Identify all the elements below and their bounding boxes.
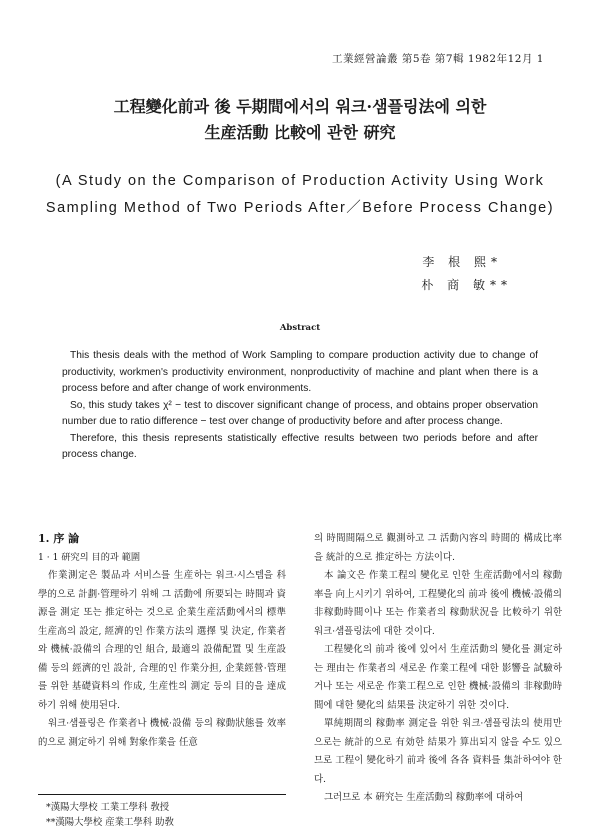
body-column-left (38, 530, 286, 752)
section-heading: 1. 序 論 (38, 532, 80, 545)
body-paragraph: 의 時間間隔으로 觀測하고 그 活動內容의 時間的 構成比率을 統計的으로 推定하는 方法이다. (314, 533, 562, 563)
body-paragraph: 本 論文은 作業工程의 變化로 인한 生産活動에서의 稼動率을 向上시키기 위하여, 工程變化의 前과 後에 機械·設備의 非稼動時間이나 또는 作業者의 稼動狀況을 比較하기 위한 워크·샘플링法에 대한 것이다. (314, 570, 562, 637)
title-english-line2: Sampling Method of Two Periods After／Before Process Change) (45, 200, 555, 216)
body-paragraph: 워크·샘플링은 作業者나 機械·設備 등의 稼動狀態를 效率的으로 測定하기 위해 對象作業을 任意 (38, 718, 286, 748)
abstract-heading: Abstract (279, 323, 321, 333)
running-head: 工業經營論叢 第5卷 第7輯 1982年12月 1 (332, 53, 544, 65)
footnotes (38, 794, 286, 830)
body-paragraph: 作業測定은 製品과 서비스를 生産하는 워크·시스템을 科學的으로 計劃·管理하기 위해 그 活動에 所要되는 時間과 資源을 測定 또는 推定하는 것으로 企業生産活動에서의 標準生産高의 設定, 經濟的인 作業方法의 選擇 및 決定, 作業者와 機械·設備의 合理的인 組合, 最適의 設備配置 및 生産設備 등의 經濟的인 設計, 合理的인 作業分担, 企業經營·管理를 위한 基礎資料의 作成, 生産性의 測定 등의 目的을 達成하기 위해 使用된다. (38, 570, 286, 711)
body-column-right (314, 530, 562, 808)
body-paragraph: 工程變化의 前과 後에 있어서 生産活動의 變化를 測定하는 理由는 作業者의 새로운 作業工程에 대한 影響을 試驗하거나 또는 새로운 作業工程으로 인한 機械·設備의 非稼動時間에 대한 變化의 結果를 決定하기 위한 것이다. (314, 644, 562, 711)
title-korean-line2: 生産活動 比較에 관한 硏究 (204, 123, 396, 142)
body-paragraph: 單純期間의 稼動率 測定을 위한 워크·샘플링法의 使用만으로는 統計的으로 有効한 結果가 算出되지 않을 수도 있으므로 工程이 變化하기 前과 後에 各各 資料를 集計하여야 한다. (314, 718, 562, 785)
abstract-paragraph: Therefore, this thesis represents statistically effective results between two periods before and after process change. (62, 432, 538, 460)
abstract-paragraph: So, this study takes χ² − test to discover significant change of process, and obtains proper observation number due to ratio difference − test over change of productivity before and after process change. (62, 399, 538, 427)
title-korean-line1: 工程變化前과 後 두期間에서의 워크·샘플링法에 의한 (113, 97, 487, 116)
abstract-paragraph: This thesis deals with the method of Work Sampling to compare production activity due to change of productivity, workmen's productivity environment, nonproductivity of machine and plant when there is a process before and after change of work environments. (62, 350, 538, 394)
footnote-1: *漢陽大學校 工業工學科 敎授 (46, 802, 170, 813)
title-english-line1: (A Study on the Comparison of Production Activity Using Work (55, 173, 545, 189)
author-1: 李 根 熙* (422, 255, 502, 269)
abstract-body (62, 348, 538, 464)
footnote-2: **漢陽大學校 産業工學科 助敎 (46, 817, 174, 828)
subsection-heading: 1 · 1 硏究의 目的과 範圍 (38, 551, 141, 563)
body-paragraph: 그러므로 本 硏究는 生産活動의 稼動率에 대하여 (324, 792, 524, 803)
author-2: 朴 商 敏** (421, 278, 512, 292)
